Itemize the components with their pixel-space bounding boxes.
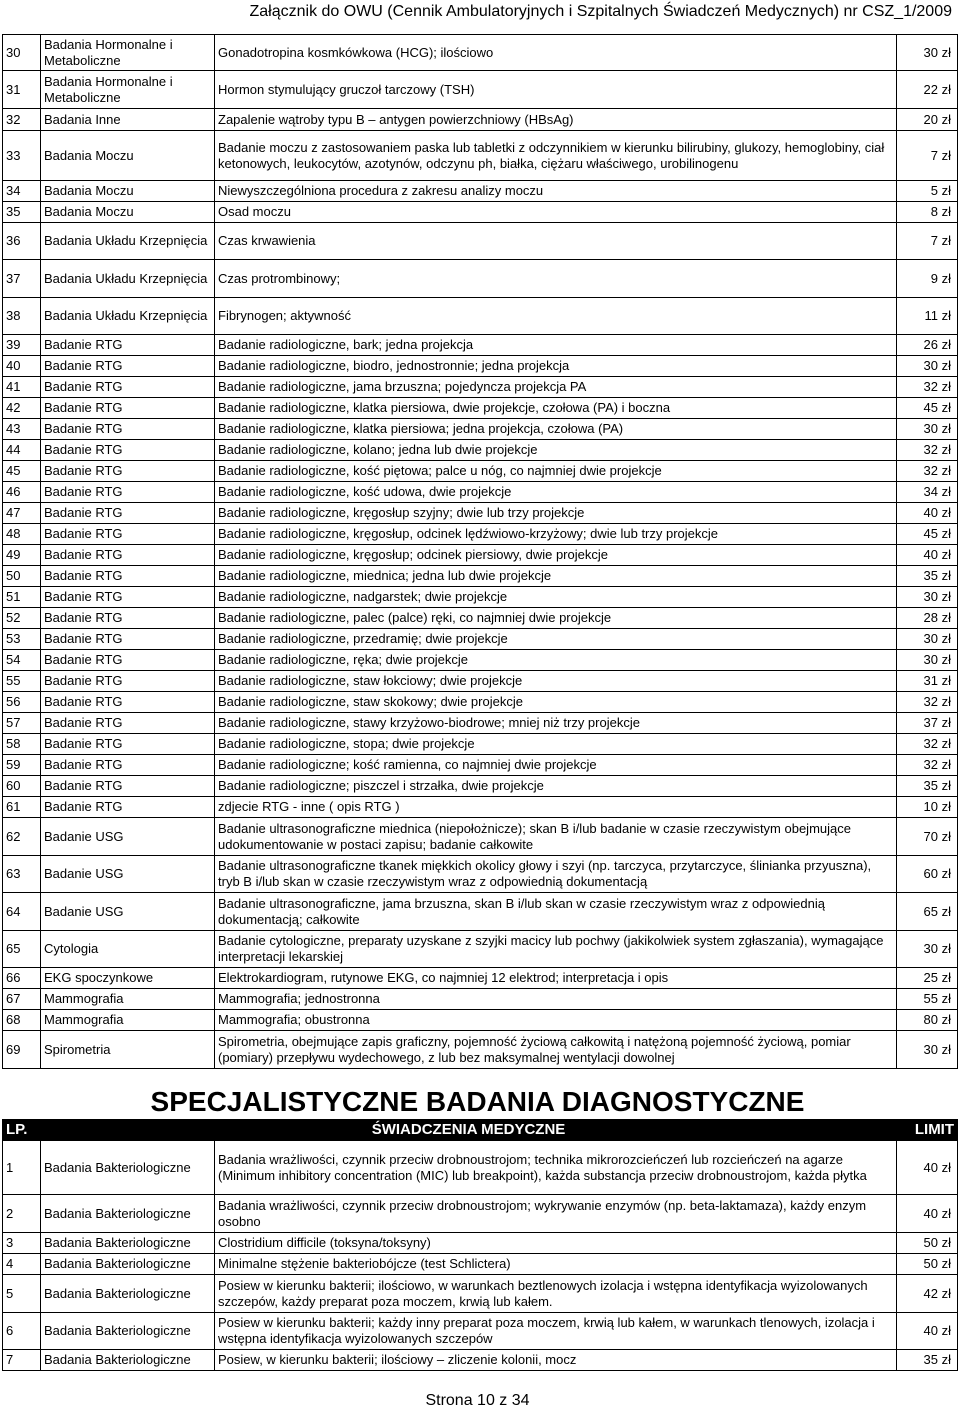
table-row <box>3 1233 958 1254</box>
row-description: Badanie ultrasonograficzne, jama brzuszna, skan B i/lub skan w czasie rzeczywistym wraz z odpowiednią dokumentacją; całkowite <box>215 893 897 931</box>
row-number: 60 <box>3 776 41 797</box>
row-category: Badanie RTG <box>41 608 215 629</box>
row-category: Badanie RTG <box>41 398 215 419</box>
row-description: Badanie radiologiczne, stopa; dwie projekcje <box>215 734 897 755</box>
table-row <box>3 734 958 755</box>
table-row <box>3 608 958 629</box>
row-category: Badanie RTG <box>41 545 215 566</box>
row-limit: 31 zł <box>897 671 958 692</box>
row-number: 7 <box>3 1350 41 1371</box>
table-row <box>3 893 958 931</box>
table-row <box>3 298 958 335</box>
row-category: Badania Hormonalne i Metaboliczne <box>41 35 215 71</box>
table-row <box>3 776 958 797</box>
row-limit: 30 zł <box>897 587 958 608</box>
row-number: 69 <box>3 1031 41 1069</box>
table-row <box>3 755 958 776</box>
row-number: 53 <box>3 629 41 650</box>
row-number: 35 <box>3 202 41 223</box>
row-limit: 5 zł <box>897 181 958 202</box>
row-category: Badanie USG <box>41 856 215 893</box>
row-description: Badanie radiologiczne, stawy krzyżowo-biodrowe; mniej niż trzy projekcje <box>215 713 897 734</box>
row-limit: 40 zł <box>897 1141 958 1195</box>
table-row <box>3 356 958 377</box>
row-description: Zapalenie wątroby typu B – antygen powierzchniowy (HBsAg) <box>215 109 897 131</box>
row-number: 68 <box>3 1010 41 1031</box>
row-number: 32 <box>3 109 41 131</box>
row-description: Osad moczu <box>215 202 897 223</box>
row-description: Badanie radiologiczne; piszczel i strzałka, dwie projekcje <box>215 776 897 797</box>
table-row <box>3 1010 958 1031</box>
row-limit: 32 zł <box>897 692 958 713</box>
price-table-top <box>2 34 958 1069</box>
table-row <box>3 989 958 1010</box>
row-category: Badanie RTG <box>41 587 215 608</box>
row-description: Badanie radiologiczne, jama brzuszna; pojedyncza projekcja PA <box>215 377 897 398</box>
row-limit: 11 zł <box>897 298 958 335</box>
row-description: Badanie radiologiczne, klatka piersiowa; jedna projekcja, czołowa (PA) <box>215 419 897 440</box>
row-number: 44 <box>3 440 41 461</box>
row-limit: 35 zł <box>897 1350 958 1371</box>
row-number: 57 <box>3 713 41 734</box>
row-limit: 35 zł <box>897 566 958 587</box>
row-description: Badania wrażliwości, czynnik przeciw drobnoustrojom; technika mikrorozcieńczeń lub rozcieńczeń na agarze (Minimum inhibitory concentration (MIC) lub breakpoint), każda substancja przeciw drobnoustrojom, każda płytka <box>215 1141 897 1195</box>
row-category: Badanie RTG <box>41 461 215 482</box>
row-limit: 50 zł <box>897 1233 958 1254</box>
row-category: Badanie RTG <box>41 629 215 650</box>
row-description: Hormon stymulujący gruczoł tarczowy (TSH) <box>215 71 897 109</box>
table-row <box>3 1350 958 1371</box>
row-description: Badanie radiologiczne, kość piętowa; palce u nóg, co najmniej dwie projekcje <box>215 461 897 482</box>
row-category: Badanie RTG <box>41 734 215 755</box>
row-limit: 65 zł <box>897 893 958 931</box>
row-category: Badania Moczu <box>41 181 215 202</box>
row-number: 37 <box>3 260 41 298</box>
row-number: 30 <box>3 35 41 71</box>
table-row <box>3 545 958 566</box>
row-description: Badanie radiologiczne, staw skokowy; dwie projekcje <box>215 692 897 713</box>
table-row <box>3 797 958 818</box>
row-category: EKG spoczynkowe <box>41 968 215 989</box>
table-row <box>3 931 958 968</box>
row-limit: 45 zł <box>897 524 958 545</box>
row-category: Badanie RTG <box>41 419 215 440</box>
table-row <box>3 566 958 587</box>
row-description: Badanie radiologiczne, staw łokciowy; dwie projekcje <box>215 671 897 692</box>
row-description: Badanie cytologiczne, preparaty uzyskane z szyjki macicy lub pochwy (jakikolwiek system zgłaszania), wymagające interpretacji lekarskiej <box>215 931 897 968</box>
row-number: 62 <box>3 818 41 856</box>
row-description: Minimalne stężenie bakteriobójcze (test Schlictera) <box>215 1254 897 1275</box>
table-row <box>3 461 958 482</box>
row-number: 42 <box>3 398 41 419</box>
row-category: Badanie RTG <box>41 692 215 713</box>
row-description: Posiew w kierunku bakterii; ilościowo, w warunkach beztlenowych izolacja i wstępna identyfikacja wyizolowanych szczepów, każdy preparat poza moczem, krwią lub kałem. <box>215 1275 897 1313</box>
row-description: Badanie radiologiczne, ręka; dwie projekcje <box>215 650 897 671</box>
row-description: Badanie radiologiczne, klatka piersiowa, dwie projekcje, czołowa (PA) i boczna <box>215 398 897 419</box>
row-number: 61 <box>3 797 41 818</box>
row-limit: 60 zł <box>897 856 958 893</box>
row-limit: 70 zł <box>897 818 958 856</box>
row-category: Badanie RTG <box>41 524 215 545</box>
row-limit: 32 zł <box>897 755 958 776</box>
row-description: Badanie radiologiczne, bark; jedna projekcja <box>215 335 897 356</box>
row-description: Badanie radiologiczne, biodro, jednostronnie; jedna projekcja <box>215 356 897 377</box>
row-description: Elektrokardiogram, rutynowe EKG, co najmniej 12 elektrod; interpretacja i opis <box>215 968 897 989</box>
row-number: 1 <box>3 1141 41 1195</box>
row-number: 33 <box>3 131 41 181</box>
row-category: Badania Moczu <box>41 202 215 223</box>
row-category: Badania Układu Krzepnięcia <box>41 223 215 260</box>
table-row <box>3 71 958 109</box>
row-limit: 28 zł <box>897 608 958 629</box>
table-row <box>3 1254 958 1275</box>
table-row <box>3 1141 958 1195</box>
row-limit: 22 zł <box>897 71 958 109</box>
row-description: Badanie radiologiczne, miednica; jedna lub dwie projekcje <box>215 566 897 587</box>
table-row <box>3 398 958 419</box>
row-category: Badanie RTG <box>41 566 215 587</box>
row-limit: 50 zł <box>897 1254 958 1275</box>
row-category: Badania Bakteriologiczne <box>41 1275 215 1313</box>
row-description: Mammografia; jednostronna <box>215 989 897 1010</box>
table-row <box>3 671 958 692</box>
header-limit: LIMIT <box>897 1120 958 1141</box>
row-number: 4 <box>3 1254 41 1275</box>
row-limit: 30 zł <box>897 419 958 440</box>
row-category: Badania Bakteriologiczne <box>41 1254 215 1275</box>
row-category: Badanie RTG <box>41 776 215 797</box>
row-number: 43 <box>3 419 41 440</box>
document-header: Załącznik do OWU (Cennik Ambulatoryjnych i Szpitalnych Świadczeń Medycznych) nr CSZ_1/2009 <box>249 3 952 20</box>
row-description: Badanie ultrasonograficzne tkanek miękkich okolicy głowy i szyi (np. tarczyca, przytarczyce, ślinianka przyuszna), tryb B i/lub skan w czasie rzeczywistym wraz z odpowiednią dokumentacją <box>215 856 897 893</box>
row-category: Mammografia <box>41 1010 215 1031</box>
row-description: Fibrynogen; aktywność <box>215 298 897 335</box>
row-category: Badanie RTG <box>41 335 215 356</box>
row-limit: 40 zł <box>897 1313 958 1350</box>
table-row <box>3 587 958 608</box>
row-number: 59 <box>3 755 41 776</box>
row-number: 54 <box>3 650 41 671</box>
table-row <box>3 1275 958 1313</box>
table-row <box>3 260 958 298</box>
row-number: 58 <box>3 734 41 755</box>
row-description: Badanie radiologiczne, palec (palce) ręki, co najmniej dwie projekcje <box>215 608 897 629</box>
table-row <box>3 223 958 260</box>
row-limit: 7 zł <box>897 223 958 260</box>
table-row <box>3 1195 958 1233</box>
row-category: Badania Bakteriologiczne <box>41 1195 215 1233</box>
row-number: 34 <box>3 181 41 202</box>
row-description: Badanie radiologiczne, nadgarstek; dwie projekcje <box>215 587 897 608</box>
row-limit: 26 zł <box>897 335 958 356</box>
table-row <box>3 109 958 131</box>
header-services: ŚWIADCZENIA MEDYCZNE <box>41 1120 897 1141</box>
table-row <box>3 503 958 524</box>
row-category: Badania Układu Krzepnięcia <box>41 260 215 298</box>
row-number: 49 <box>3 545 41 566</box>
row-description: Badania wrażliwości, czynnik przeciw drobnoustrojom; wykrywanie enzymów (np. beta-laktamaza), każdy enzym osobno <box>215 1195 897 1233</box>
row-category: Badania Moczu <box>41 131 215 181</box>
row-number: 39 <box>3 335 41 356</box>
table-row <box>3 524 958 545</box>
row-category: Spirometria <box>41 1031 215 1069</box>
row-limit: 40 zł <box>897 545 958 566</box>
row-limit: 30 zł <box>897 629 958 650</box>
row-number: 65 <box>3 931 41 968</box>
row-description: Badanie radiologiczne; kość ramienna, co najmniej dwie projekcje <box>215 755 897 776</box>
row-limit: 40 zł <box>897 1195 958 1233</box>
row-description: Badanie radiologiczne, kolano; jedna lub dwie projekcje <box>215 440 897 461</box>
row-description: Mammografia; obustronna <box>215 1010 897 1031</box>
row-category: Badanie USG <box>41 893 215 931</box>
page-footer: Strona 10 z 34 <box>425 1392 530 1409</box>
row-limit: 55 zł <box>897 989 958 1010</box>
row-limit: 32 zł <box>897 461 958 482</box>
row-limit: 25 zł <box>897 968 958 989</box>
table-row <box>3 692 958 713</box>
row-category: Badanie RTG <box>41 671 215 692</box>
table-row <box>3 713 958 734</box>
section-header-row <box>3 1120 958 1141</box>
row-limit: 34 zł <box>897 482 958 503</box>
row-number: 63 <box>3 856 41 893</box>
row-category: Badania Bakteriologiczne <box>41 1313 215 1350</box>
row-limit: 20 zł <box>897 109 958 131</box>
row-limit: 30 zł <box>897 650 958 671</box>
row-number: 47 <box>3 503 41 524</box>
row-description: Gonadotropina kosmkówkowa (HCG); ilościowo <box>215 35 897 71</box>
section-title <box>0 1086 960 1118</box>
table-row <box>3 856 958 893</box>
row-number: 38 <box>3 298 41 335</box>
row-number: 3 <box>3 1233 41 1254</box>
row-description: Badanie radiologiczne, kręgosłup, odcinek lędźwiowo-krzyżowy; dwie lub trzy projekcje <box>215 524 897 545</box>
row-limit: 80 zł <box>897 1010 958 1031</box>
row-number: 64 <box>3 893 41 931</box>
row-description: Czas protrombinowy; <box>215 260 897 298</box>
row-description: Badanie ultrasonograficzne miednica (niepołożnicze); skan B i/lub badanie w czasie rzeczywistym obejmujące udokumentowanie w postaci zapisu; badanie całkowite <box>215 818 897 856</box>
row-number: 56 <box>3 692 41 713</box>
row-limit: 45 zł <box>897 398 958 419</box>
row-number: 51 <box>3 587 41 608</box>
row-number: 45 <box>3 461 41 482</box>
row-number: 66 <box>3 968 41 989</box>
row-number: 31 <box>3 71 41 109</box>
table-row <box>3 818 958 856</box>
table-row <box>3 968 958 989</box>
row-category: Mammografia <box>41 989 215 1010</box>
table-row <box>3 335 958 356</box>
table-row <box>3 440 958 461</box>
row-category: Badania Inne <box>41 109 215 131</box>
row-number: 5 <box>3 1275 41 1313</box>
row-description: Badanie radiologiczne, kręgosłup szyjny; dwie lub trzy projekcje <box>215 503 897 524</box>
row-limit: 30 zł <box>897 931 958 968</box>
price-table-bottom <box>2 1119 958 1371</box>
row-category: Badanie RTG <box>41 797 215 818</box>
row-number: 55 <box>3 671 41 692</box>
row-category: Badanie USG <box>41 818 215 856</box>
row-number: 41 <box>3 377 41 398</box>
table-row <box>3 419 958 440</box>
row-category: Badania Układu Krzepnięcia <box>41 298 215 335</box>
table-row <box>3 377 958 398</box>
row-limit: 9 zł <box>897 260 958 298</box>
row-category: Badanie RTG <box>41 482 215 503</box>
table-row <box>3 482 958 503</box>
row-description: Niewyszczególniona procedura z zakresu analizy moczu <box>215 181 897 202</box>
row-category: Cytologia <box>41 931 215 968</box>
row-limit: 8 zł <box>897 202 958 223</box>
row-description: Badanie radiologiczne, kręgosłup; odcinek piersiowy, dwie projekcje <box>215 545 897 566</box>
table-row <box>3 1031 958 1069</box>
row-description: zdjecie RTG - inne ( opis RTG ) <box>215 797 897 818</box>
header-lp: LP. <box>3 1120 41 1141</box>
table-row <box>3 131 958 181</box>
table-row <box>3 629 958 650</box>
row-category: Badanie RTG <box>41 755 215 776</box>
row-category: Badania Bakteriologiczne <box>41 1350 215 1371</box>
row-description: Posiew w kierunku bakterii; każdy inny preparat poza moczem, krwią lub kałem, w warunkach tlenowych, izolacja i wstępna identyfikacja wyizolowanych szczepów <box>215 1313 897 1350</box>
table-row <box>3 202 958 223</box>
row-limit: 37 zł <box>897 713 958 734</box>
row-number: 52 <box>3 608 41 629</box>
row-description: Spirometria, obejmujące zapis graficzny, pojemność życiową całkowitą i natężoną pojemność życiową, pomiar (pomiary) przepływu wydechowego, z lub bez maksymalnej wentylacji dowolnej <box>215 1031 897 1069</box>
row-number: 50 <box>3 566 41 587</box>
row-limit: 30 zł <box>897 356 958 377</box>
row-number: 67 <box>3 989 41 1010</box>
row-category: Badanie RTG <box>41 713 215 734</box>
row-limit: 42 zł <box>897 1275 958 1313</box>
row-number: 36 <box>3 223 41 260</box>
row-number: 2 <box>3 1195 41 1233</box>
row-number: 48 <box>3 524 41 545</box>
table-row <box>3 181 958 202</box>
row-category: Badania Bakteriologiczne <box>41 1141 215 1195</box>
row-limit: 40 zł <box>897 503 958 524</box>
row-description: Posiew, w kierunku bakterii; ilościowy – zliczenie kolonii, mocz <box>215 1350 897 1371</box>
row-limit: 30 zł <box>897 1031 958 1069</box>
row-category: Badanie RTG <box>41 440 215 461</box>
row-category: Badania Hormonalne i Metaboliczne <box>41 71 215 109</box>
row-limit: 30 zł <box>897 35 958 71</box>
section-title-text: SPECJALISTYCZNE BADANIA DIAGNOSTYCZNE <box>150 1086 805 1117</box>
table-row <box>3 650 958 671</box>
row-number: 40 <box>3 356 41 377</box>
row-number: 46 <box>3 482 41 503</box>
row-category: Badanie RTG <box>41 356 215 377</box>
row-limit: 32 zł <box>897 440 958 461</box>
row-description: Badanie moczu z zastosowaniem paska lub tabletki z odczynnikiem w kierunku bilirubiny, glukozy, hemoglobiny, ciał ketonowych, leukocytów, azotynów, odczynu ph, białka, ciężaru właściwego, urobilinogenu <box>215 131 897 181</box>
row-description: Clostridium difficile (toksyna/toksyny) <box>215 1233 897 1254</box>
row-limit: 7 zł <box>897 131 958 181</box>
row-category: Badanie RTG <box>41 503 215 524</box>
table-row <box>3 35 958 71</box>
table-row <box>3 1313 958 1350</box>
row-category: Badania Bakteriologiczne <box>41 1233 215 1254</box>
row-limit: 32 zł <box>897 734 958 755</box>
row-limit: 35 zł <box>897 776 958 797</box>
row-description: Badanie radiologiczne, przedramię; dwie projekcje <box>215 629 897 650</box>
row-description: Czas krwawienia <box>215 223 897 260</box>
row-limit: 10 zł <box>897 797 958 818</box>
row-limit: 32 zł <box>897 377 958 398</box>
row-category: Badanie RTG <box>41 377 215 398</box>
row-category: Badanie RTG <box>41 650 215 671</box>
row-number: 6 <box>3 1313 41 1350</box>
row-description: Badanie radiologiczne, kość udowa, dwie projekcje <box>215 482 897 503</box>
